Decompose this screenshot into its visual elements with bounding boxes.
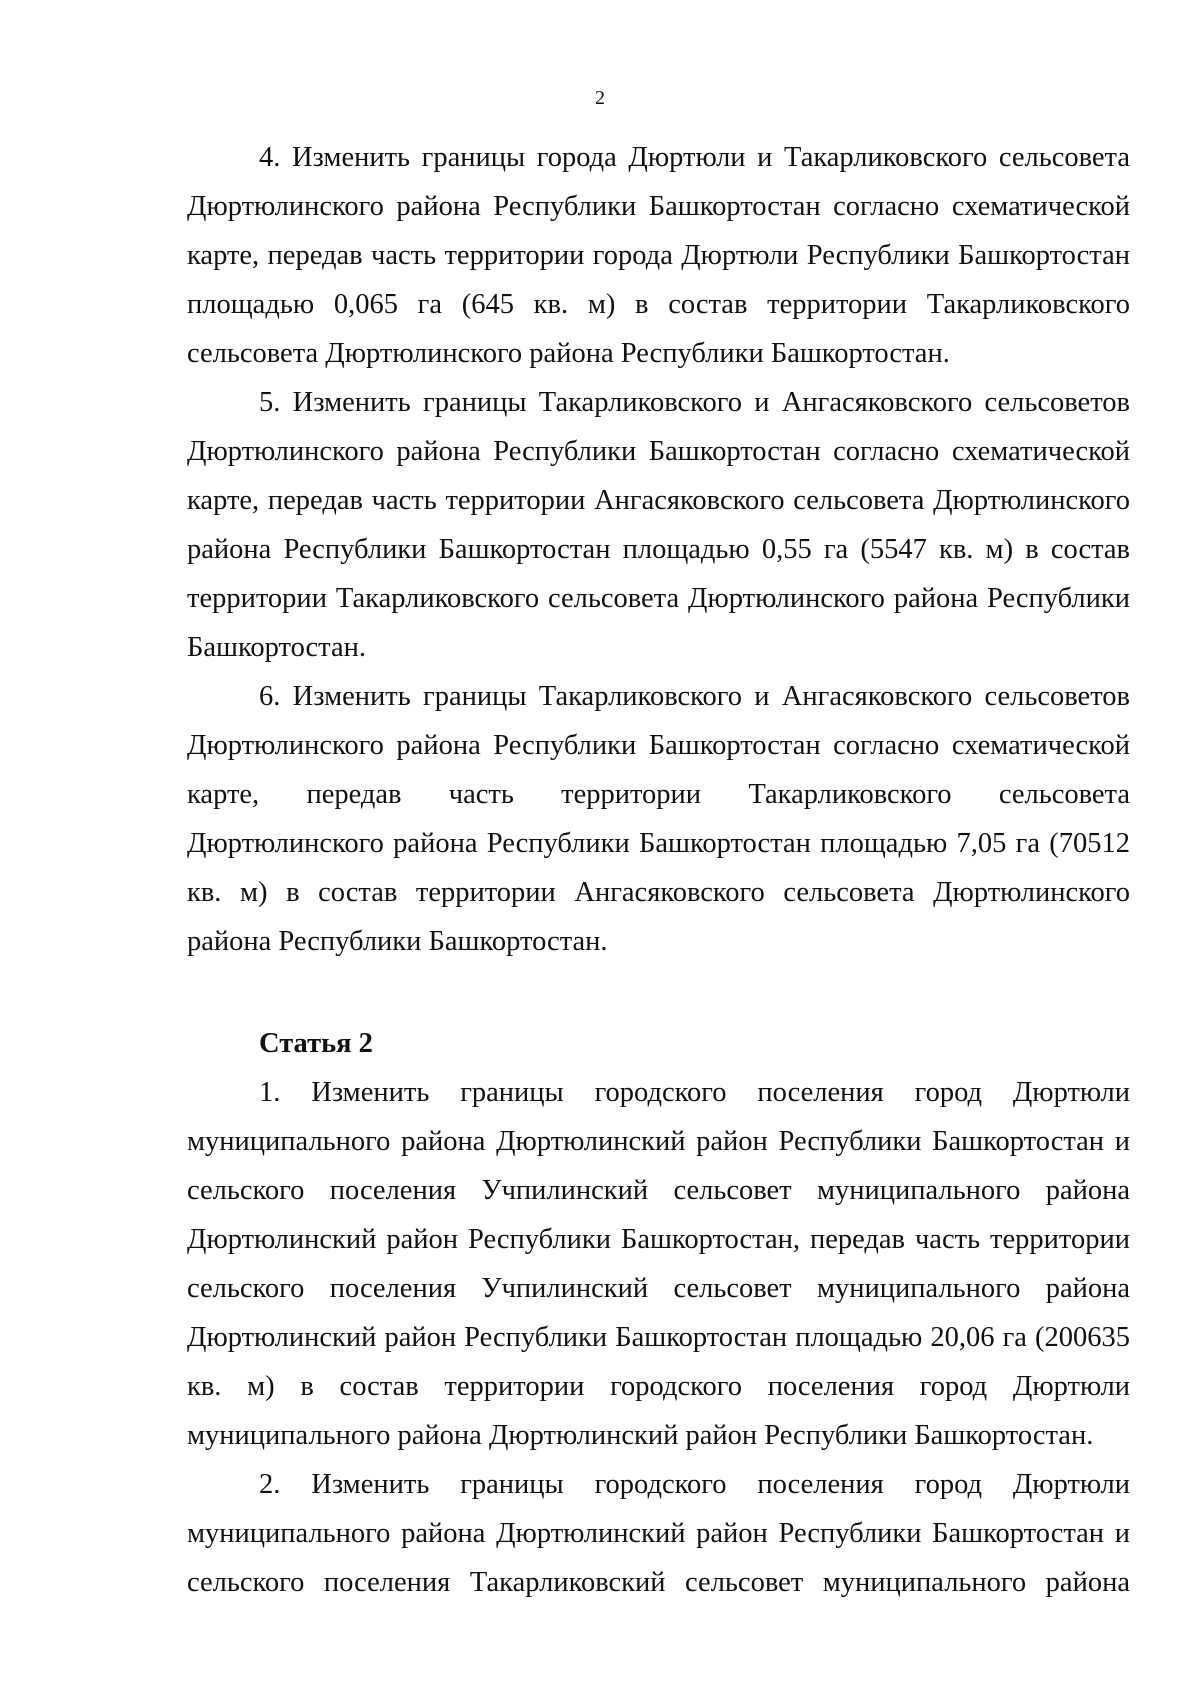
- article-heading: Статья 2: [259, 1028, 373, 1059]
- article2-paragraph-2: 2. Изменить границы городского поселения город Дюртюли муниципального района Дюртюлинский район Республики Башкортостан и сельского поселения Такарликовский сельсовет муниципального района: [187, 1469, 1130, 1598]
- document-body: [187, 133, 1130, 1607]
- article2-paragraph-1: 1. Изменить границы городского поселения город Дюртюли муниципального района Дюртюлинский район Республики Башкортостан и сельского поселения Учпилинский сельсовет муниципального района Дюртюлинский район Республики Башкортостан, передав часть территории сельского поселения Учпилинский сельсовет муниципального района Дюртюлинский район Республики Башкортостан площадью 20,06 га (200635 кв. м) в состав территории городского поселения город Дюртюли муниципального района Дюртюлинский район Республики Башкортостан.: [187, 1077, 1130, 1451]
- paragraph-item-4: 4. Изменить границы города Дюртюли и Такарликовского сельсовета Дюртюлинского района Республики Башкортостан согласно схематической карте, передав часть территории города Дюртюли Республики Башкортостан площадью 0,065 га (645 кв. м) в состав территории Такарликовского сельсовета Дюртюлинского района Республики Башкортостан.: [187, 142, 1130, 369]
- page-number: 2: [595, 87, 605, 109]
- paragraph-item-5: 5. Изменить границы Такарликовского и Ангасяковского сельсоветов Дюртюлинского района Республики Башкортостан согласно схематической карте, передав часть территории Ангасяковского сельсовета Дюртюлинского района Республики Башкортостан площадью 0,55 га (5547 кв. м) в состав территории Такарликовского сельсовета Дюртюлинского района Республики Башкортостан.: [187, 387, 1130, 663]
- paragraph-item-6: 6. Изменить границы Такарликовского и Ангасяковского сельсоветов Дюртюлинского района Республики Башкортостан согласно схематической карте, передав часть территории Такарликовского сельсовета Дюртюлинского района Республики Башкортостан площадью 7,05 га (70512 кв. м) в состав территории Ангасяковского сельсовета Дюртюлинского района Республики Башкортостан.: [187, 681, 1130, 957]
